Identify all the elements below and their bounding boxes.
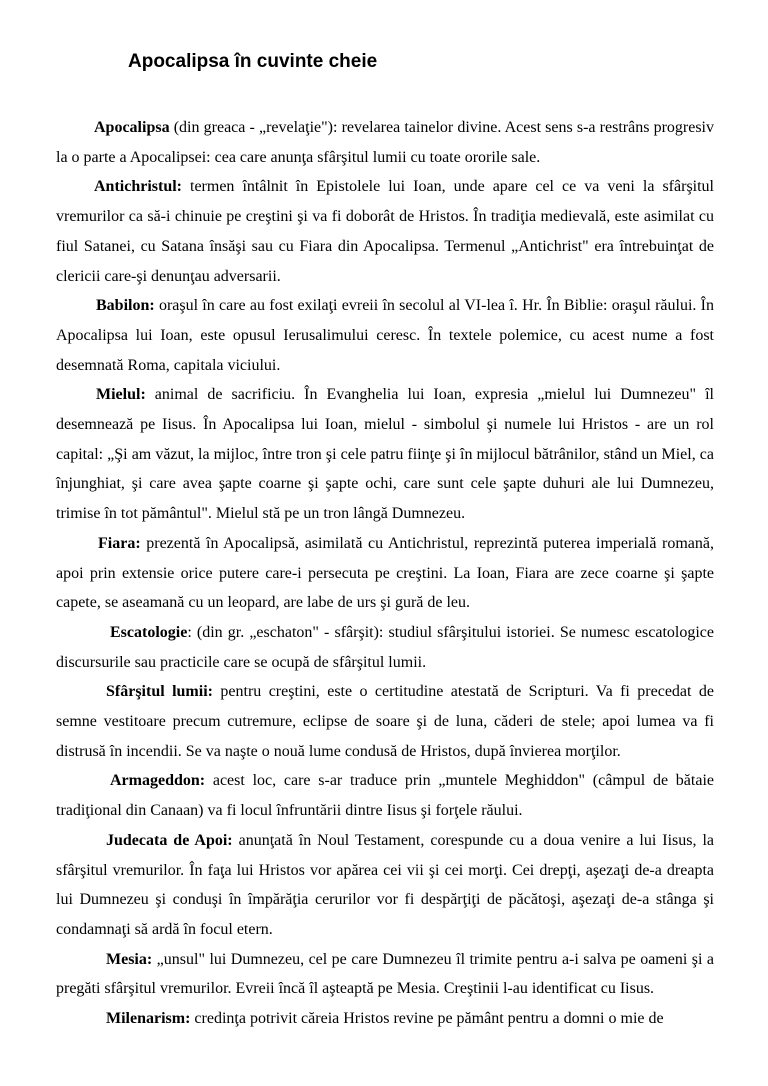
glossary-term: Escatologie	[110, 623, 188, 641]
glossary-term: Babilon:	[96, 297, 155, 315]
glossary-entry-mesia	[56, 945, 714, 1004]
glossary-definition: : (din gr. „eschaton" - sfârşit): studiul sfârşitului istoriei. Se numesc escatologice discursurile sau practicile care se ocupă de sfârşitul lumii.	[56, 623, 714, 671]
glossary-entries	[56, 113, 714, 1034]
glossary-entry-escatologie	[56, 618, 714, 677]
glossary-entry-milenarism	[56, 1004, 714, 1034]
glossary-definition: prezentă în Apocalipsă, asimilată cu Antichristul, reprezintă puterea imperială romană, apoi prin extensie orice putere care-i persecuta pe creştini. La Ioan, Fiara are zece coarne şi şapte capete, se aseamană cu un leopard, are labe de urs şi gură de leu.	[56, 534, 714, 612]
glossary-entry-fiara	[56, 529, 714, 618]
glossary-term: Armageddon:	[110, 772, 206, 790]
glossary-definition: termen întâlnit în Epistolele lui Ioan, unde apare cel ce va veni la sfârşitul vremurilor ca să-i chinuie pe creştini şi va fi doborât de Hristos. În tradiţia medievală, este asimilat cu fiul Satanei, cu Satana însăşi sau cu Fiara din Apocalipsa. Termenul „Antichrist" era întrebuinţat de clericii care-şi denunţau adversarii.	[56, 178, 714, 285]
glossary-definition: pentru creştini, este o certitudine atestată de Scripturi. Va fi precedat de semne vestitoare precum cutremure, eclipse de soare şi de luna, căderi de stele; apoi lumea va fi distrusă în incendii. Se va naşte o nouă lume condusă de Hristos, după învierea morţilor.	[56, 683, 715, 760]
glossary-entry-judecata-de-apoi	[56, 826, 714, 945]
glossary-term: Antichristul:	[94, 178, 182, 196]
glossary-term: Mesia:	[106, 950, 153, 968]
glossary-entry-antichristul	[56, 172, 714, 291]
glossary-entry-mielul	[56, 380, 714, 529]
glossary-entry-armageddon	[56, 766, 714, 825]
glossary-entry-sfarsitul-lumii	[56, 677, 714, 766]
glossary-definition: acest loc, care s-ar traduce prin „muntele Meghiddon" (câmpul de bătaie tradiţional din Canaan) va fi locul înfruntării dintre Iisus şi forţele răului.	[56, 772, 714, 820]
glossary-definition: credinţa potrivit căreia Hristos revine pe pământ pentru a domni o mie de	[190, 1010, 664, 1028]
glossary-definition: (din greaca - „revelaţie"): revelarea tainelor divine. Acest sens s-a restrâns progresiv la o parte a Apocalipsei: cea care anunţa sfârşitul lumii cu toate ororile sale.	[56, 119, 714, 166]
glossary-term: Mielul:	[96, 386, 146, 404]
glossary-term: Milenarism:	[106, 1010, 191, 1028]
glossary-entry-babilon	[56, 291, 714, 380]
glossary-definition: anunţată în Noul Testament, corespunde cu a doua venire a lui Iisus, la sfârşitul vremurilor. În faţa lui Hristos vor apărea cei vii şi cei morţi. Cei drepţi, aşezaţi de-a dreapta lui Dumnezeu şi conduşi în împărăţia cerurilor vor fi despărţiţi de păcătoşi, aşezaţi de-a stânga şi condamnaţi să ardă în focul etern.	[56, 831, 715, 938]
glossary-term: Apocalipsa	[94, 119, 170, 136]
glossary-term: Fiara:	[98, 534, 141, 552]
glossary-term: Judecata de Apoi:	[106, 831, 233, 849]
glossary-term: Sfârşitul lumii:	[106, 683, 213, 701]
glossary-definition: oraşul în care au fost exilaţi evreii în secolul al VI-lea î. Hr. În Biblie: oraşul răului. În Apocalipsa lui Ioan, este opusul Ierusalimului ceresc. În textele polemice, cu acest nume a fost desemnată Roma, capitala viciului.	[56, 297, 714, 374]
glossary-definition: animal de sacrificiu. În Evanghelia lui Ioan, expresia „mielul lui Dumnezeu" îl desemnează pe Iisus. În Apocalipsa lui Ioan, mielul - simbolul şi numele lui Hristos - are un rol capital: „Şi am văzut, la mijloc, între tron şi cele patru fiinţe şi în mijlocul bătrânilor, stând un Miel, ca înjunghiat, şi care avea şapte coarne şi şapte ochi, care sunt cele şapte duhuri ale lui Dumnezeu, trimise în tot pământul". Mielul stă pe un tron lângă Dumnezeu.	[56, 386, 714, 523]
glossary-definition: „unsul" lui Dumnezeu, cel pe care Dumnezeu îl trimite pentru a-i salva pe oameni şi a pregăti sfârşitul vremurilor. Evreii încă îl aşteaptă pe Mesia. Creştinii l-au identificat cu Iisus.	[56, 950, 714, 998]
page-title: Apocalipsa în cuvinte cheie	[128, 51, 378, 72]
glossary-entry-apocalipsa	[56, 113, 714, 172]
